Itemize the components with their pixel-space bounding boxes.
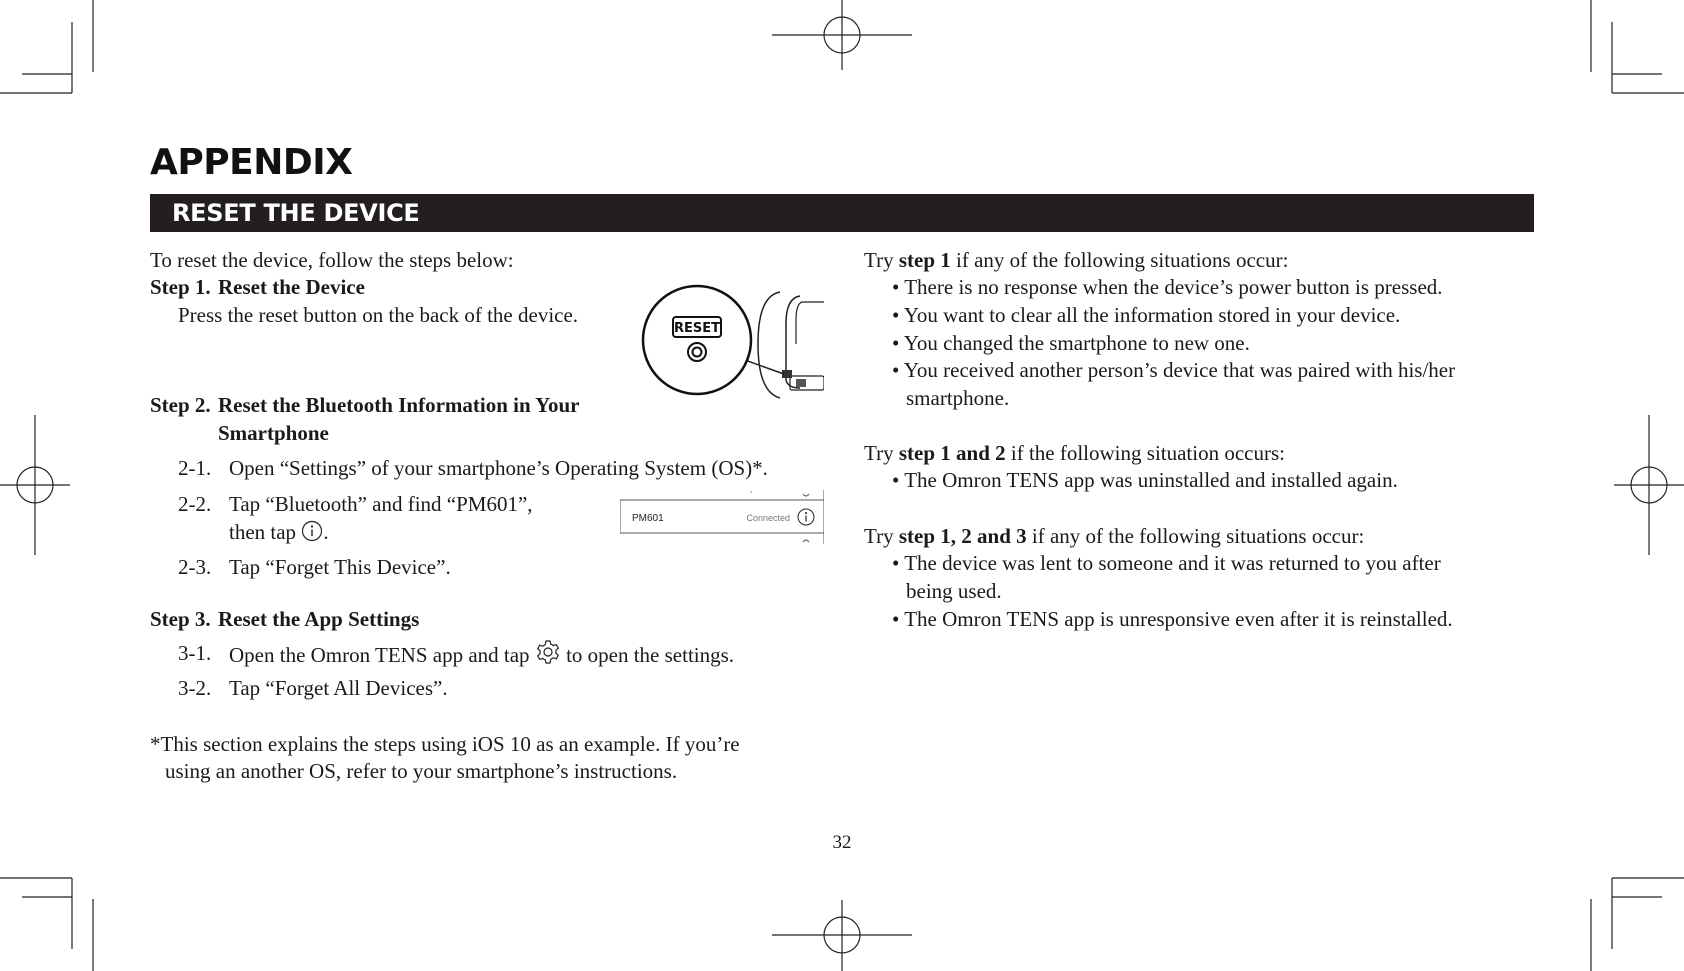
step2-1-text: Open “Settings” of your smartphone’s Operating System (OS)*. — [229, 456, 768, 480]
footnote-line1: *This section explains the steps using iOS 10 as an example. If you’re — [150, 732, 740, 756]
condition-heading-step1 — [864, 246, 1288, 274]
step2-2-text-before-icon: then tap — [229, 520, 297, 544]
step2-title-line2: Smartphone — [218, 421, 329, 445]
list-item: • You want to clear all the information stored in your device. — [892, 303, 1401, 327]
bullet-text: The device was lent to someone and it was returned to you after — [904, 551, 1441, 575]
step3-1-text — [229, 639, 734, 669]
step2-label: Step 2. — [150, 393, 211, 417]
step2-2-text-after-icon: . — [323, 520, 329, 544]
footnote-line2: using an another OS, refer to your smartphone’s instructions. — [165, 759, 678, 783]
condition-heading-step1-2-3 — [864, 522, 1364, 550]
step-number: 3-1. — [178, 641, 212, 665]
list-item: • You received another person’s device that was paired with his/her — [892, 358, 1456, 382]
section-banner — [150, 194, 1534, 232]
step1-title: Reset the Device — [218, 275, 365, 299]
bullet-text: There is no response when the device’s power button is pressed. — [904, 275, 1443, 299]
connection-status: Connected — [746, 513, 790, 523]
step1-label: Step 1. — [150, 275, 211, 299]
bullet-text: You want to clear all the information stored in your device. — [903, 303, 1401, 327]
step3-title: Reset the App Settings — [218, 607, 420, 631]
bullet-text: The Omron TENS app is unresponsive even after it is reinstalled. — [904, 607, 1453, 631]
list-item: • You changed the smartphone to new one. — [892, 331, 1250, 355]
bullet-continuation: being used. — [906, 579, 1002, 603]
bullet-text: You received another person’s device that was paired with his/her — [903, 358, 1456, 382]
condition-suffix: if any of the following situations occur: — [956, 248, 1289, 272]
condition-heading-step1-2 — [864, 439, 1285, 467]
step-reference: step 1 — [898, 248, 951, 272]
try-prefix: Try — [864, 441, 894, 465]
info-circle-icon — [301, 520, 323, 542]
bullet-text: The Omron TENS app was uninstalled and installed again. — [904, 468, 1398, 492]
device-name-label: PM601 — [632, 513, 664, 524]
step-reference: step 1, 2 and 3 — [898, 524, 1027, 548]
try-prefix: Try — [864, 248, 894, 272]
info-circle-icon — [798, 509, 814, 525]
step-number: 2-2. — [178, 492, 212, 516]
try-prefix: Try — [864, 524, 894, 548]
step-number: 3-2. — [178, 676, 212, 700]
step2-2-text-line2 — [229, 518, 329, 546]
bullet-continuation: smartphone. — [906, 386, 1010, 410]
bullet-text: You changed the smartphone to new one. — [903, 331, 1250, 355]
list-item: • The Omron TENS app is unresponsive even after it is reinstalled. — [892, 607, 1453, 631]
page-title: APPENDIX — [150, 142, 353, 183]
list-item: • The device was lent to someone and it was returned to you after — [892, 551, 1441, 575]
step3-2-text: Tap “Forget All Devices”. — [229, 676, 448, 700]
step1-text: Press the reset button on the back of the device. — [178, 303, 579, 327]
list-item: • There is no response when the device’s power button is pressed. — [892, 275, 1443, 299]
intro-text: To reset the device, follow the steps below: — [150, 248, 514, 272]
reset-button-illustration — [640, 284, 824, 408]
page-number: 32 — [832, 832, 852, 853]
bluetooth-settings-illustration — [620, 490, 824, 544]
step3-1-text-before-icon: Open the Omron TENS app and tap — [229, 643, 530, 667]
section-heading: RESET THE DEVICE — [172, 199, 420, 227]
step2-3-text: Tap “Forget This Device”. — [229, 555, 451, 579]
step-reference: step 1 and 2 — [898, 441, 1006, 465]
step3-label: Step 3. — [150, 607, 211, 631]
condition-suffix: if the following situation occurs: — [1010, 441, 1285, 465]
reset-label: RESET — [673, 321, 721, 336]
step-number: 2-1. — [178, 456, 212, 480]
step-number: 2-3. — [178, 555, 212, 579]
gear-icon — [535, 639, 561, 665]
step3-1-text-after-icon: to open the settings. — [566, 643, 735, 667]
step2-title-line1: Reset the Bluetooth Information in Your — [218, 393, 580, 417]
condition-suffix: if any of the following situations occur: — [1031, 524, 1365, 548]
step2-2-text-line1: Tap “Bluetooth” and find “PM601”, — [229, 492, 533, 516]
list-item: • The Omron TENS app was uninstalled and installed again. — [892, 468, 1398, 492]
